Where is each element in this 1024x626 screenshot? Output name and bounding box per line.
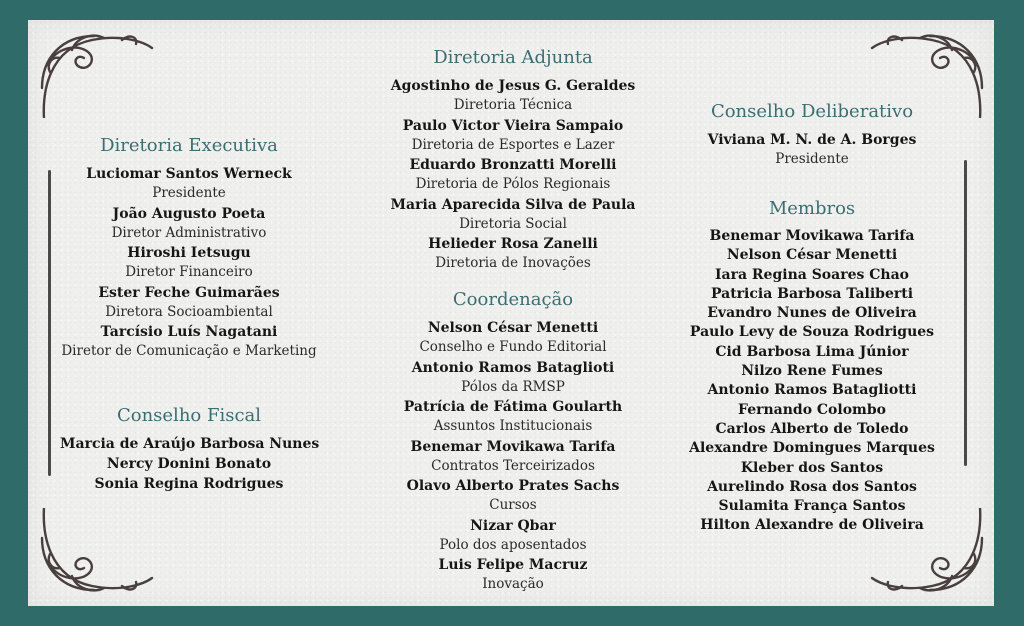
section-title: Coordenação [452, 289, 574, 310]
member-name: Nelson César Menetti [427, 320, 599, 336]
member-entry [383, 476, 643, 516]
flourish-corner-top-left-icon [32, 28, 154, 118]
left-divider-line [48, 170, 51, 476]
member-role: Contratos Terceirizados [431, 457, 595, 474]
member-name: Nelson César Menetti [726, 247, 898, 264]
member-role: Diretor de Comunicação e Marketing [61, 343, 317, 359]
member-entry [383, 516, 643, 556]
section-title: Conselho Deliberativo [710, 101, 914, 122]
member-entry [383, 234, 643, 274]
section-title: Conselho Fiscal [116, 405, 262, 426]
member-name: Alexandre Domingues Marques [689, 440, 935, 457]
member-name: Benemar Movikawa Tarifa [709, 228, 915, 244]
member-entry [60, 322, 318, 362]
member-name: Hiroshi Ietsugu [127, 245, 251, 261]
member-entry [60, 243, 318, 283]
member-role: Diretoria Social [459, 215, 567, 232]
member-role: Inovação [482, 576, 544, 592]
member-name: Nercy Donini Bonato [106, 456, 272, 472]
member-role: Polo dos aposentados [439, 536, 587, 553]
member-name: Antonio Ramos Bataglioti [411, 359, 615, 376]
member-name: Aurelindo Rosa dos Santos [707, 478, 917, 495]
section-title: Diretoria Adjunta [433, 47, 593, 68]
member-role: Diretoria de Pólos Regionais [415, 176, 611, 192]
member-role: Conselho e Fundo Editorial [419, 339, 607, 355]
member-role: Diretoria de Inovações [435, 255, 591, 271]
member-name: Antonio Ramos Batagliotti [707, 382, 917, 399]
member-name: Olavo Alberto Prates Sachs [406, 478, 620, 494]
member-name: Paulo Levy de Souza Rodrigues [689, 324, 935, 341]
member-name: Viviana M. N. de A. Borges [707, 132, 917, 148]
member-entry [383, 555, 643, 595]
diretoria-executiva-section [60, 134, 318, 362]
member-entry [383, 116, 643, 156]
member-role: Diretor Administrativo [111, 224, 267, 241]
member-entry [383, 195, 643, 235]
member-name: Luis Felipe Macruz [438, 557, 588, 573]
member-name: Sulamita França Santos [718, 498, 906, 515]
member-name: Carlos Alberto de Toledo [715, 420, 909, 437]
member-name: Agostinho de Jesus G. Geraldes [390, 78, 636, 94]
member-entry [383, 76, 643, 116]
member-name: Tarcísio Luís Nagatani [100, 324, 278, 340]
right-column [682, 100, 942, 540]
member-role: Assuntos Institucionais [433, 418, 593, 434]
member-role: Diretoria Técnica [453, 97, 573, 113]
member-name: Sonia Regina Rodrigues [94, 476, 284, 492]
member-entry [60, 164, 318, 204]
member-name: João Augusto Poeta [112, 205, 266, 222]
member-entry [60, 283, 318, 323]
flourish-corner-bottom-left-icon [32, 508, 154, 598]
member-name: Patricia Barbosa Taliberti [710, 285, 914, 302]
section-title: Diretoria Executiva [100, 135, 278, 156]
member-name: Maria Aparecida Silva de Paula [390, 196, 636, 213]
member-name: Paulo Victor Vieira Sampaio [402, 117, 624, 134]
membros-section [682, 197, 942, 536]
member-name: Luciomar Santos Werneck [86, 166, 292, 182]
member-entry [383, 358, 643, 398]
member-role: Diretoria de Esportes e Lazer [411, 136, 615, 153]
left-column [60, 134, 318, 514]
member-role: Pólos da RMSP [461, 378, 565, 395]
member-role: Presidente [152, 185, 226, 201]
member-name: Cid Barbosa Lima Júnior [715, 343, 909, 360]
member-role: Presidente [775, 151, 849, 167]
diretoria-adjunta-section [383, 46, 643, 274]
member-name: Fernando Colombo [738, 401, 886, 418]
member-name: Iara Regina Soares Chao [714, 266, 909, 283]
member-entry [60, 204, 318, 244]
member-entry [383, 155, 643, 195]
center-column [383, 46, 643, 596]
member-role: Cursos [489, 497, 537, 513]
member-name: Eduardo Bronzatti Morelli [409, 157, 617, 173]
member-name: Ester Feche Guimarães [98, 284, 280, 301]
member-entry [383, 437, 643, 477]
member-name: Benemar Movikawa Tarifa [410, 438, 616, 455]
member-name: Helieder Rosa Zanelli [428, 236, 598, 252]
member-name: Marcia de Araújo Barbosa Nunes [60, 436, 320, 452]
coordenacao-section [383, 288, 643, 595]
member-name: Evandro Nunes de Oliveira [707, 305, 917, 322]
member-name: Kleber dos Santos [740, 459, 884, 476]
right-divider-line [964, 160, 967, 466]
conselho-deliberativo-section [682, 100, 942, 170]
member-name: Hilton Alexandre de Oliveira [700, 517, 924, 534]
member-role: Diretora Socioambiental [105, 303, 273, 320]
section-title: Membros [768, 198, 856, 219]
member-name: Nilzo Rene Fumes [741, 363, 883, 380]
member-entry [383, 397, 643, 437]
member-name: Patrícia de Fátima Goularth [403, 399, 623, 415]
member-entry [383, 318, 643, 358]
conselho-fiscal-section [60, 404, 318, 494]
member-name: Nizar Qbar [470, 517, 556, 534]
member-role: Diretor Financeiro [125, 264, 253, 280]
